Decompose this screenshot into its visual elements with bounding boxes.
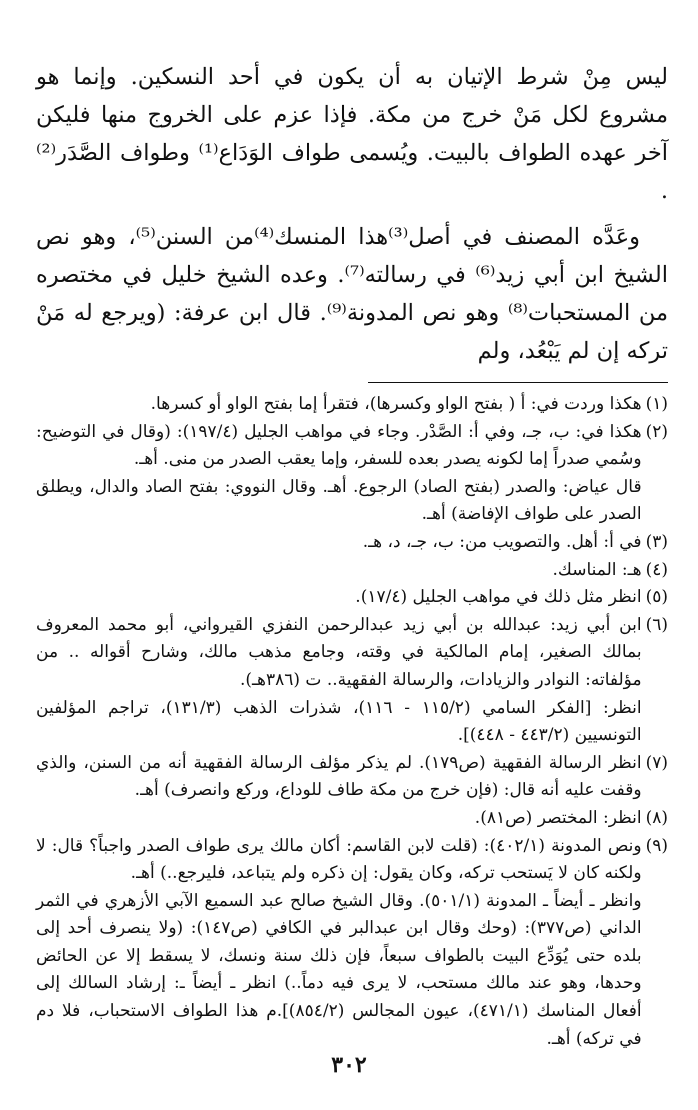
footnote-9 bbox=[36, 833, 668, 1054]
footnote-number: (٢) bbox=[645, 421, 668, 442]
footnote-separator bbox=[368, 382, 668, 383]
footnote-4 bbox=[36, 557, 668, 585]
footnote-5 bbox=[36, 584, 668, 612]
main-text bbox=[36, 58, 668, 370]
main-paragraph-1: ليس مِنْ شرط الإتيان به أن يكون في أحد النسكين. وإنما هو مشروع لكل مَنْ خرج من مكة. فإذا عزم على الخروج منها فليكن آخر عهده الطواف بالبيت. ويُسمى طواف الوَدَاع⁽¹⁾ وطواف الصَّدَر⁽²⁾ . bbox=[36, 64, 668, 204]
footnote-text: ابن أبي زيد: عبدالله بن أبي زيد عبدالرحمن النفزي القيرواني، أبو محمد المعروف بمالك الصغير، إمام المالكية في وقته، وجامع مذهب مالك، وشارح أقواله .. من مؤلفاته: النوادر والزيادات، والرسالة الفقهية.. ت (٣٨٦هـ). bbox=[36, 614, 642, 690]
footnote-number: (٥) bbox=[645, 587, 668, 608]
page-number: ٣٠٢ bbox=[331, 1052, 367, 1078]
footnote-8 bbox=[36, 805, 668, 833]
footnote-number: (٤) bbox=[645, 559, 668, 580]
footnote-text: في أ: أهل. والتصويب من: ب، جـ، د، هـ. bbox=[362, 531, 642, 552]
footnote-text: انظر مثل ذلك في مواهب الجليل (١٧/٤). bbox=[355, 587, 642, 608]
footnote-number: (٣) bbox=[645, 531, 668, 552]
footnote-7 bbox=[36, 750, 668, 805]
footnote-2 bbox=[36, 419, 668, 529]
footnote-text: انظر: المختصر (ص٨١). bbox=[474, 807, 642, 828]
footnote-number: (٧) bbox=[645, 752, 668, 773]
footnote-text: هـ: المناسك. bbox=[552, 559, 642, 580]
page bbox=[36, 58, 668, 1053]
footnote-text: قال عياض: والصدر (بفتح الصاد) الرجوع. أهـ. وقال النووي: بفتح الصاد والدال، ويطلق الصدر على طواف الإفاضة) أهـ. bbox=[36, 476, 642, 525]
footnotes bbox=[36, 391, 668, 1053]
main-paragraph-2: وعَدَّه المصنف في أصل⁽³⁾هذا المنسك⁽⁴⁾من السنن⁽⁵⁾، وهو نص الشيخ ابن أبي زيد⁽⁶⁾ في رسالته⁽⁷⁾. وعده الشيخ خليل في مختصره من المستحبات⁽⁸⁾ وهو نص المدونة⁽⁹⁾. قال ابن عرفة: (ويرجع له مَنْ تركه إن لم يَبْعُد، ولم bbox=[36, 224, 669, 364]
footnote-text: ونص المدونة (٤٠٢/١): (قلت لابن القاسم: أكان مالك يرى طواف الصدر واجباً؟ قال: لا ولكنه كان لا يَستحب تركه، وكان يقول: إن ذكره ولم يتباعد، فليرجع..) أهـ. bbox=[36, 835, 642, 884]
footnote-number: (٩) bbox=[645, 835, 668, 856]
footnote-text: انظر الرسالة الفقهية (ص١٧٩). لم يذكر مؤلف الرسالة الفقهية أنه من السنن، والذي وقفت عليه أنه قال: (فإن خرج من مكة طاف للوداع، وركع وانصرف) أهـ. bbox=[36, 752, 642, 801]
footnote-text: وانظر ـ أيضاً ـ المدونة (٥٠١/١). وقال الشيخ صالح عبد السميع الآبي الأزهري في الثمر الداني (ص٣٧٧): (وحك وقال ابن عبدالبر في الكافي (ص١٤٧): (ولا ينصرف أحد إلى بلده حتى يُوَدِّع البيت بالطواف سبعاً، فإن ذلك سنة ونسك، لا يسقط إلا عن الحائض وحدها، وهو عند مالك مستحب، لا يرى فيه دماً..) انظر ـ أيضاً ـ: إرشاد السالك إلى أفعال المناسك (٤٧١/١)، عيون المجالس (٨٥٤/٢)].م هذا الطواف الاستحباب، فلا دم في تركه) أهـ. bbox=[36, 890, 642, 1049]
footnote-6 bbox=[36, 612, 668, 750]
footnote-number: (٨) bbox=[645, 807, 668, 828]
footnote-3 bbox=[36, 529, 668, 557]
footnote-text: هكذا في: ب، جـ، وفي أ: الصَّدْر. وجاء في مواهب الجليل (١٩٧/٤): (وقال في التوضيح: وسُمي صدراً إما لكونه يصدر بعده للسفر، وإما يعقب الصدر من منى. أهـ. bbox=[36, 421, 642, 470]
footnote-text: انظر: [الفكر السامي (١١٥/٢ - ١١٦)، شذرات الذهب (١٣١/٣)، تراجم المؤلفين التونسيين (٤٤٣/٢ - ٤٤٨)]. bbox=[36, 697, 642, 746]
footnote-text: هكذا وردت في: أ ( بفتح الواو وكسرها)، فتقرأ إما بفتح الواو أو كسرها. bbox=[150, 394, 642, 414]
footnote-1 bbox=[36, 391, 668, 419]
footnote-number: (١) bbox=[645, 394, 668, 414]
footnote-number: (٦) bbox=[645, 614, 668, 635]
